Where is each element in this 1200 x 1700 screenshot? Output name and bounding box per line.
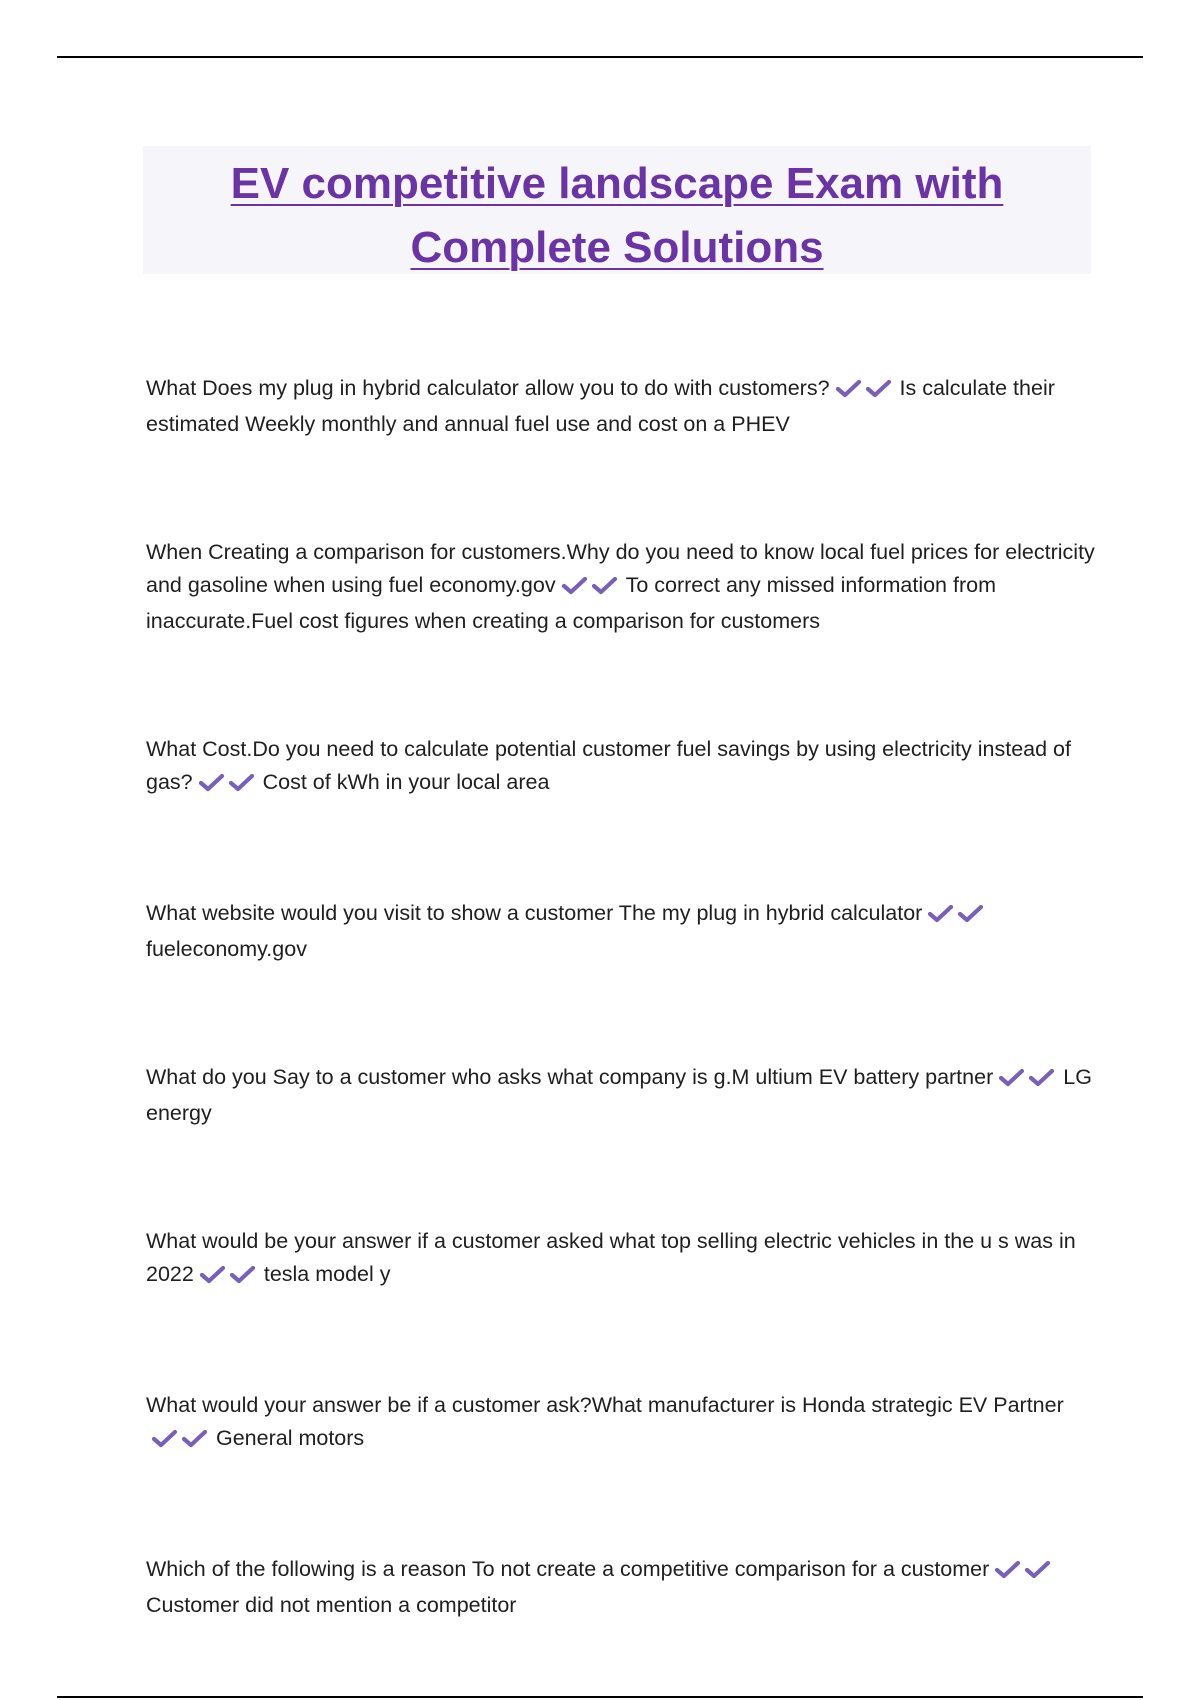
double-check-icon [836,375,896,408]
qa-item-3 [146,733,1096,802]
qa-item-7 [146,1389,1096,1458]
answer-text: fueleconomy.gov [146,937,307,961]
question-text: What would be your answer if a customer asked what top selling electric vehicles in the u s was in 2022 [146,1229,1076,1286]
qa-item-8 [146,1553,1096,1622]
answer-text: LG energy [146,1065,1092,1125]
question-text: What would your answer be if a customer ask?What manufacturer is Honda strategic EV Partner [146,1393,1064,1417]
answer-text: General motors [216,1426,365,1450]
double-check-icon [999,1064,1059,1097]
double-check-icon [152,1425,212,1458]
qa-item-6 [146,1225,1096,1294]
question-text: Which of the following is a reason To not create a competitive comparison for a customer [146,1557,990,1581]
question-text: What Does my plug in hybrid calculator allow you to do with customers? [146,376,830,400]
answer-text: Customer did not mention a competitor [146,1593,517,1617]
title-banner [143,146,1091,274]
answer-text: To correct any missed information from inaccurate.Fuel cost figures when creating a comparison for customers [146,573,996,633]
question-text: When Creating a comparison for customers.Why do you need to know local fuel prices for electricity and gasoline when using fuel economy.gov [146,540,1095,597]
answer-text: Is calculate their estimated Weekly monthly and annual fuel use and cost on a PHEV [146,376,1055,436]
double-check-icon [562,572,622,605]
double-check-icon [995,1556,1055,1589]
answer-text: Cost of kWh in your local area [262,770,550,794]
bottom-rule [57,1696,1143,1698]
question-text: What website would you visit to show a customer The my plug in hybrid calculator [146,901,923,925]
double-check-icon [200,1261,260,1294]
question-text: What do you Say to a customer who asks what company is g.M ultium EV battery partner [146,1065,994,1089]
double-check-icon [199,769,259,802]
qa-item-1 [146,372,1096,441]
double-check-icon [928,900,988,933]
question-text: What Cost.Do you need to calculate potential customer fuel savings by using electricity instead of gas? [146,737,1071,794]
top-rule [57,56,1143,58]
answer-text: tesla model y [263,1262,391,1286]
qa-item-4 [146,897,1096,966]
qa-list [146,372,1096,1622]
qa-item-5 [146,1061,1096,1130]
document-title: EV competitive landscape Exam with Complete Solutions [230,159,1004,272]
qa-item-2 [146,536,1096,638]
